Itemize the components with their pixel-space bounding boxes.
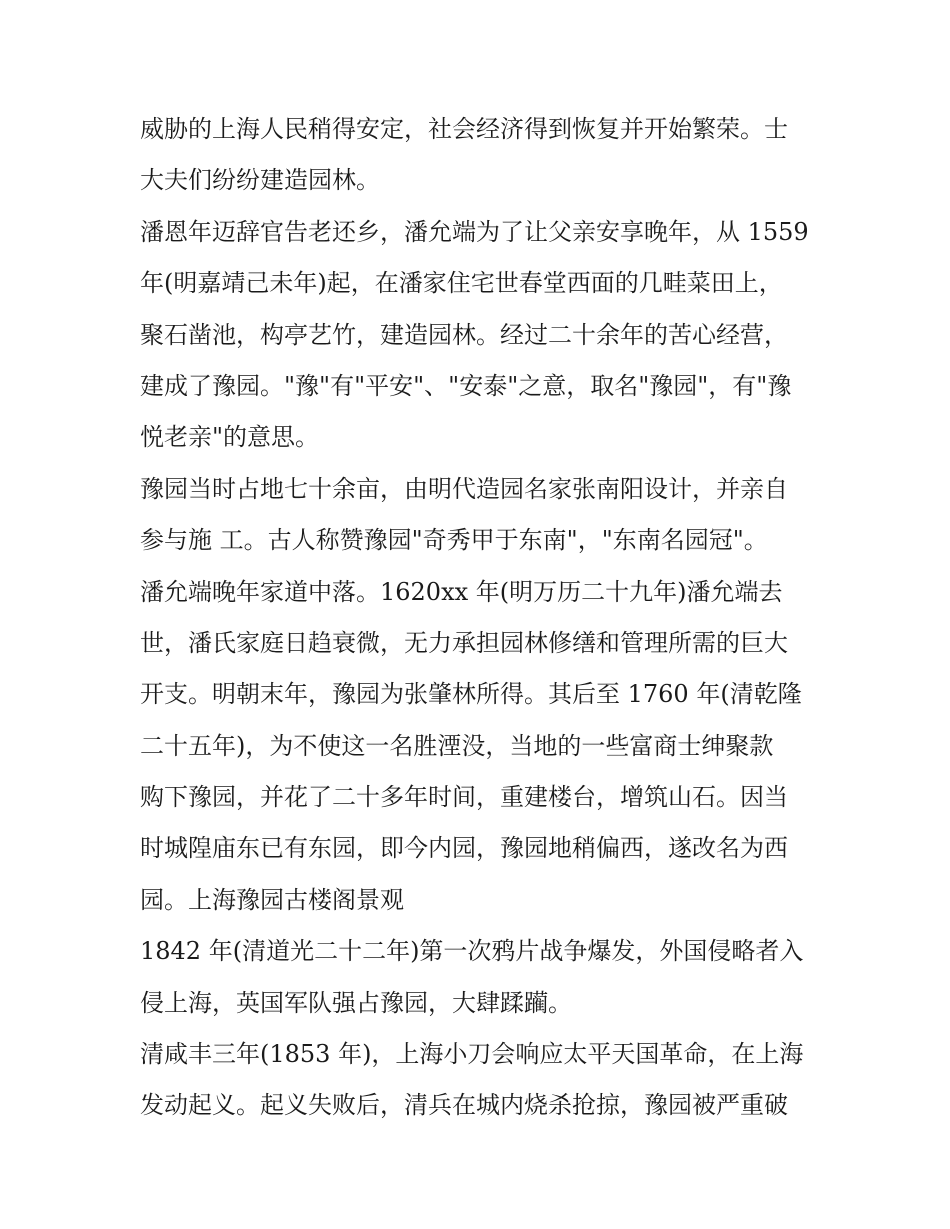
text-line: 参与施 工。古人称赞豫园"奇秀甲于东南"，"东南名园冠"。	[140, 526, 768, 555]
text-line: 聚石凿池，构亭艺竹，建造园林。经过二十余年的苦心经营，	[140, 320, 788, 349]
text-line: 园。上海豫园古楼阁景观	[140, 885, 404, 914]
text-line: 悦老亲"的意思。	[140, 423, 320, 452]
text-line: 世，潘氏家庭日趋衰微，无力承担园林修缮和管理所需的巨大	[140, 628, 788, 657]
text-line: 建成了豫园。"豫"有"平安"、"安泰"之意，取名"豫园"，有"豫	[140, 371, 792, 400]
text-line: 1842 年(清道光二十二年)第一次鸦片战争爆发，外国侵略者入	[140, 937, 804, 966]
text-line: 威胁的上海人民稍得安定，社会经济得到恢复并开始繁荣。士	[140, 115, 788, 143]
document-body	[140, 104, 830, 1132]
text-line: 豫园当时占地七十余亩，由明代造园名家张南阳设计，并亲自	[140, 474, 788, 503]
text-line: 清咸丰三年(1853 年)，上海小刀会响应太平天国革命，在上海	[140, 1040, 804, 1069]
text-line: 购下豫园，并花了二十多年时间，重建楼台，增筑山石。因当	[140, 783, 788, 812]
text-line: 时城隍庙东已有东园，即今内园，豫园地稍偏西，遂改名为西	[140, 834, 788, 863]
text-line: 侵上海，英国军队强占豫园，大肆蹂躏。	[140, 988, 572, 1017]
text-line: 潘允端晚年家道中落。1620xx 年(明万历二十九年)潘允端去	[140, 577, 783, 606]
text-line: 二十五年)，为不使这一名胜湮没，当地的一些富商士绅聚款	[140, 731, 774, 760]
text-line: 潘恩年迈辞官告老还乡，潘允端为了让父亲安享晚年，从 1559	[140, 217, 809, 246]
text-line: 年(明嘉靖己未年)起，在潘家住宅世春堂西面的几畦菜田上，	[140, 269, 783, 298]
text-line: 发动起义。起义失败后，清兵在城内烧杀抢掠，豫园被严重破	[140, 1091, 788, 1120]
text-line: 开支。明朝末年，豫园为张肇林所得。其后至 1760 年(清乾隆	[140, 680, 802, 709]
text-line: 大夫们纷纷建造园林。	[140, 166, 380, 195]
